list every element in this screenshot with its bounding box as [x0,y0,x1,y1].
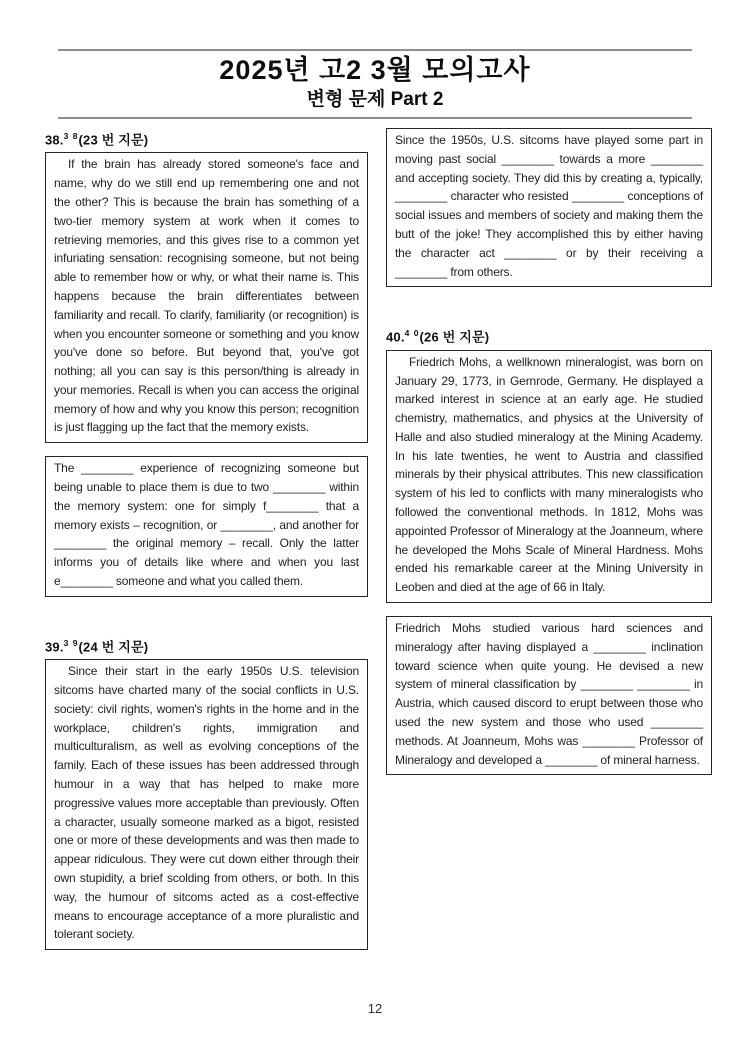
question-40-number: 40. [386,329,405,345]
question-38-passage-text: If the brain has already stored someone's face and name, why do we still end up remembering one and not the other? This is because the brain has something of a two-tier memory system at work when it comes to retrieving memories, and this gives rise to a common yet infuriating sensation: recognising someone, but not being able to remember how or why, or what their name is. This happens because the brain differentiates between familiarity and recall. To clarify, familiarity (or recognition) is when you encounter someone or something and you know you've done so before. But beyond that, you've got nothing; all you can say is this person/thing is already in your memories. Recall is when you can access the original memory of how and why you know this person; recognition is just flagging up the fact that the memory exists. [54,157,359,435]
question-38-superscript: 3 8 [63,131,79,141]
question-40-heading [386,325,712,345]
question-38-heading [45,128,368,148]
page-title: 2025년 고2 3월 모의고사 [219,55,531,85]
question-40-superscript: 4 0 [404,328,420,339]
question-39-superscript: 3 9 [63,637,79,648]
question-38-passage-box [45,152,368,443]
left-column [45,128,368,950]
question-38-number: 38. [45,132,64,148]
question-39-passage-text: Since their start in the early 1950s U.S. television sitcoms have charted many of the social conflicts in U.S. society: civil rights, women's rights in the home and in the workplace, children's rights, immigration and multiculturalism, as well as evolving conceptions of the family. Each of these issues has been addressed through humour in a way that has helped to make more progressive values more acceptable than previously. Often a character, usually someone marked as a bigot, resisted one or more of these developments and was then made to appear ridiculous. They were cut down either through their own stupidity, a brief scolding from others, or both. In this way, the humour of sitcoms acted as a cost-effective means to encourage acceptance of a more pluralistic and tolerant society. [54,664,359,942]
question-39-heading [45,635,368,655]
top-divider [58,49,692,51]
question-38-summary-box [45,456,368,597]
question-40-passage-text: Friedrich Mohs, a wellknown mineralogist, was born on January 29, 1773, in Gernrode, Germany. He displayed a marked interest in science at an early age. He studied chemistry, mathematics, and physics at the University of Halle and also studied mineralogy at the Mining Academy. In his late twenties, he went to Austria and classified minerals by their physical attributes. This new classification system of his led to conflicts with many mineralogists who followed the conventional methods. In 1812, Mohs was appointed Professor of Mineralogy at the Joanneum, where he developed the Mohs Scale of Mineral Hardness. Mohs ended his remarkable career at the Mining University in Leoben and died at the age of 66 in Italy. [395,354,703,595]
question-38-summary-text: The ________ experience of recognizing someone but being unable to place them is due to two ________ within the memory system: one for simply f________ that a memory exists – recognition, or ________, and another for ________ the original memory – recall. Only the latter informs you of details like where and when you last e________ someone and what you called them. [54,461,359,589]
question-39-summary-text: Since the 1950s, U.S. sitcoms have played some part in moving past social ________ towards a more ________ and accepting society. They did this by creating a, typically, ________ character who resisted ________ conceptions of social issues and members of society and making them the butt of the joke! They accomplished this by either having the character act ________ or by their receiving a ________ from others. [395,133,703,279]
question-39-passage-box [45,659,368,950]
question-39-source-label: (24 번 지문) [78,639,149,655]
right-column [386,128,712,775]
page-number: 12 [367,1001,383,1016]
question-40-passage-box [386,350,712,603]
question-40-summary-text: Friedrich Mohs studied various hard sciences and mineralogy after having displayed a ________ inclination toward science when quite young. He devised a new system of mineral classification by ________ ________ in Austria, which caused discord to erupt between those who used the new system and those who used ________ methods. At Joanneum, Mohs was ________ Professor of Mineralogy and developed a ________ of mineral harness. [395,621,703,767]
page-subtitle: 변형 문제 Part 2 [306,89,444,110]
document-header [0,54,750,113]
question-39-summary-box [386,128,712,287]
question-39-number: 39. [45,639,64,655]
content-columns [45,128,712,950]
question-40-source-label: (26 번 지문) [419,329,490,345]
question-38-source-label: (23 번 지문) [78,132,149,148]
header-divider [58,117,692,119]
question-40-summary-box [386,616,712,775]
